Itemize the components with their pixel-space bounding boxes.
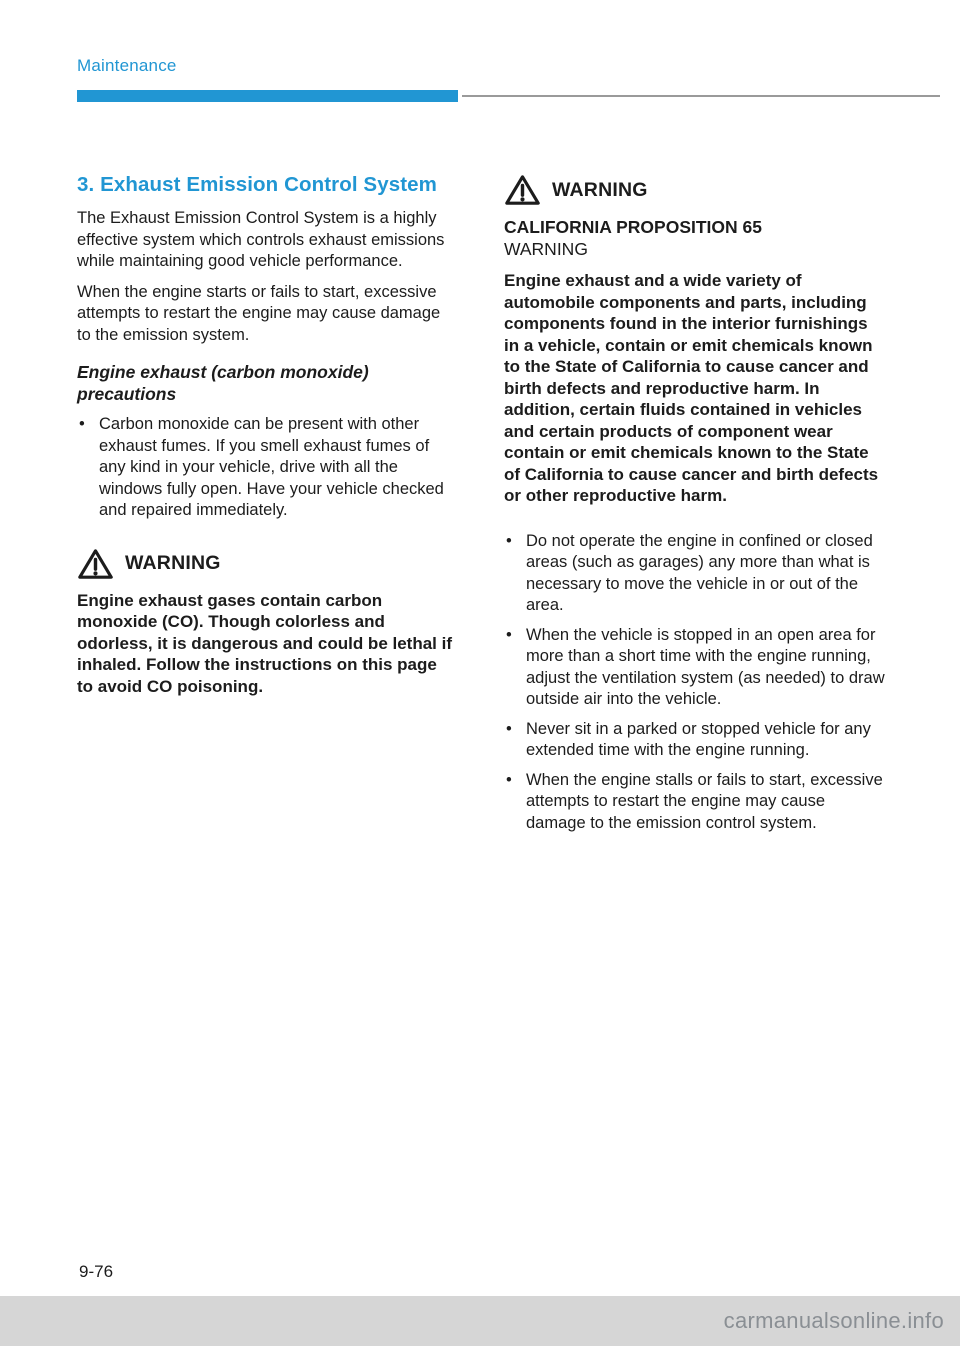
bullet-text: When the vehicle is stopped in an open area for more than a short time with the engine running, adjust the ventilation system (as needed) to draw outside air into the vehicle. xyxy=(526,625,885,708)
accent-bar xyxy=(77,90,458,102)
warning-label: WARNING xyxy=(552,178,648,201)
section-label: Maintenance xyxy=(77,56,177,75)
page-number: 9-76 xyxy=(79,1262,114,1281)
warning-icon xyxy=(77,548,114,580)
california-prop65-line2: WARNING xyxy=(504,239,588,259)
bullet-marker: • xyxy=(79,415,85,433)
watermark: carmanualsonline.info xyxy=(723,1308,944,1333)
warning-body: Engine exhaust gases contain carbon monoxide (CO). Though colorless and odorless, it is dangerous and could be lethal if inhaled. Follow the instructions on this page to avoid CO poisoning. xyxy=(77,590,453,696)
warning-header xyxy=(77,548,455,580)
california-prop65-line1: CALIFORNIA PROPOSITION 65 xyxy=(504,217,762,237)
page-title: 3. Exhaust Emission Control System xyxy=(77,173,437,196)
bullet-text: Do not operate the engine in confined or closed areas (such as garages) any more than what is necessary to move the vehicle in or out of the area. xyxy=(526,531,873,614)
paragraph: The Exhaust Emission Control System is a highly effective system which controls exhaust emissions while maintaining good vehicle performance. xyxy=(77,209,445,270)
california-prop65-title xyxy=(504,216,885,260)
paragraph: When the engine starts or fails to start, excessive attempts to restart the engine may cause damage to the emission system. xyxy=(77,282,441,344)
list-item xyxy=(504,719,885,762)
bullet-list xyxy=(504,531,885,835)
spacer xyxy=(504,516,885,531)
list-item xyxy=(504,770,885,835)
right-column xyxy=(504,172,885,842)
warning-body: Engine exhaust and a wide variety of automobile components and parts, including components found in the interior furnishings in a vehicle, contain or emit chemicals known to the State of California to cause cancer and birth defects and reproductive harm. In addition, certain fluids contained in vehicles and certain products of component wear contain or emit chemicals known to the State of California to cause cancer and birth defects or other reproductive harm. xyxy=(504,271,879,505)
header-rule xyxy=(77,90,940,102)
bullet-marker: • xyxy=(506,531,512,550)
bullet-text: When the engine stalls or fails to start, excessive attempts to restart the engine may cause damage to the emission control system. xyxy=(526,770,883,832)
list-item xyxy=(504,531,885,617)
bullet-marker: • xyxy=(506,625,512,644)
watermark-band xyxy=(0,1296,960,1346)
warning-header xyxy=(504,174,885,206)
left-column xyxy=(77,172,455,842)
bullet-text: Carbon monoxide can be present with other exhaust fumes. If you smell exhaust fumes of any kind in your vehicle, drive with all the windows fully open. Have your vehicle checked and repaired immediately. xyxy=(99,415,444,519)
subheading-engine-exhaust: Engine exhaust (carbon monoxide) precautions xyxy=(77,362,369,404)
bullet-marker: • xyxy=(506,719,512,738)
content-columns xyxy=(77,172,885,842)
list-item xyxy=(77,414,455,522)
list-item xyxy=(504,625,885,711)
bullet-text: Never sit in a parked or stopped vehicle for any extended time with the engine running. xyxy=(526,719,871,759)
bullet-marker: • xyxy=(506,770,512,789)
divider-line xyxy=(462,95,940,97)
warning-icon xyxy=(504,174,541,206)
bullet-list xyxy=(77,414,455,522)
warning-label: WARNING xyxy=(125,552,221,574)
